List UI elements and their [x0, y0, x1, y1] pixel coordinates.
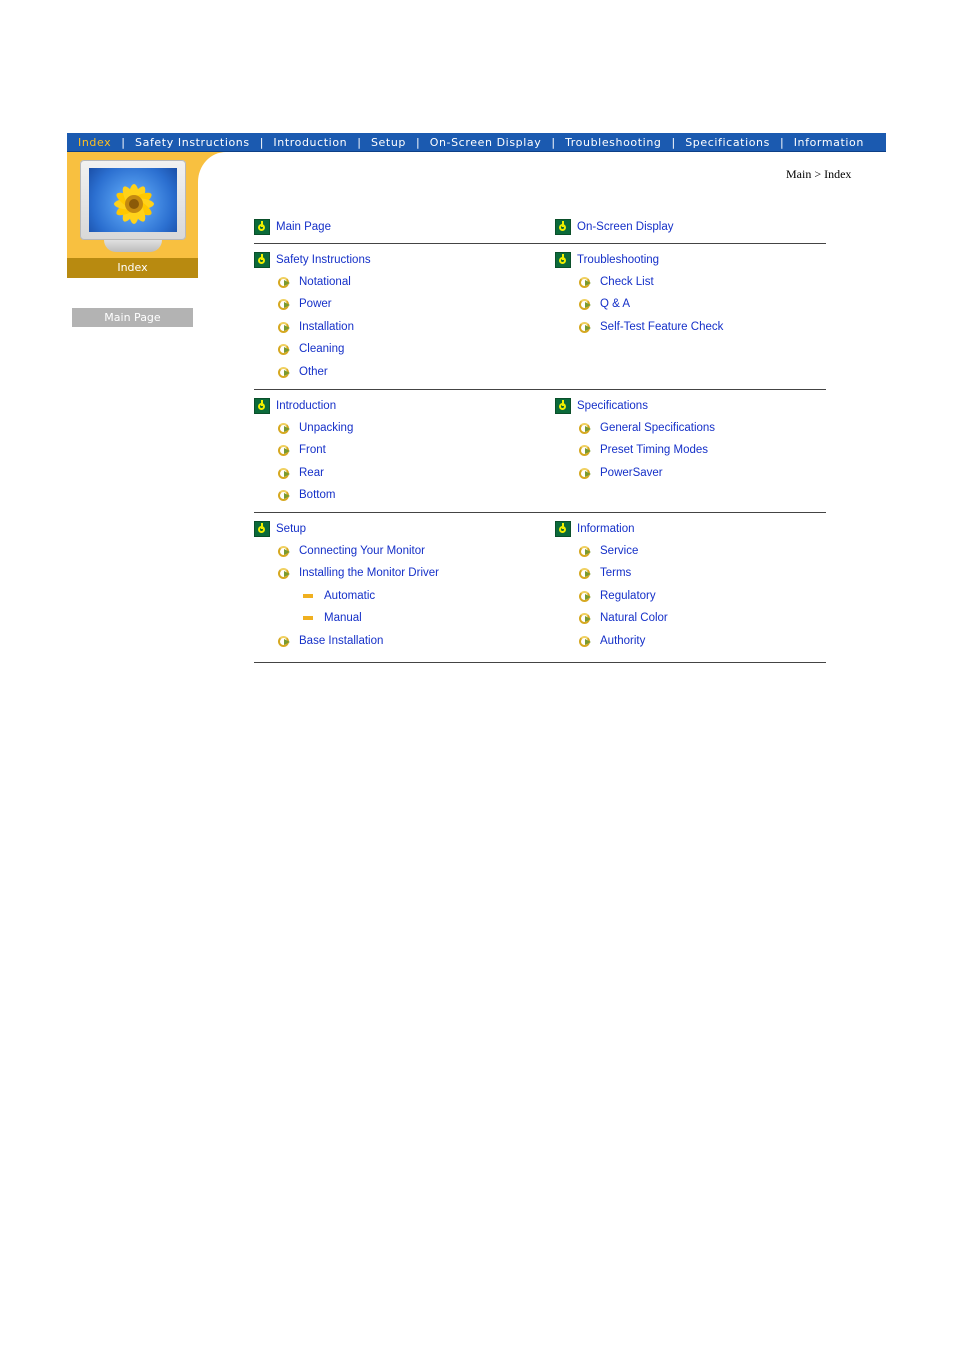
link-label: Installing the Monitor Driver: [299, 567, 439, 579]
link-information[interactable]: [555, 521, 635, 537]
link-label: On-Screen Display: [577, 221, 674, 233]
breadcrumb: Main > Index: [786, 167, 852, 181]
divider: [254, 389, 826, 390]
link-check-list[interactable]: [578, 275, 654, 289]
arrow-circle-icon: [277, 634, 291, 648]
arrow-circle-icon: [277, 365, 291, 379]
link-cleaning[interactable]: [277, 342, 344, 356]
monitor-stand: [104, 240, 162, 252]
link-label: General Specifications: [600, 422, 716, 434]
link-label: Regulatory: [600, 590, 656, 602]
link-label: Troubleshooting: [577, 254, 660, 266]
nav-separator: |: [671, 135, 676, 149]
arrow-circle-icon: [277, 297, 291, 311]
link-label: Connecting Your Monitor: [299, 545, 425, 557]
link-label: Bottom: [299, 489, 336, 501]
nav-specifications[interactable]: Specifications: [685, 135, 770, 149]
arrow-circle-icon: [277, 544, 291, 558]
link-power[interactable]: [277, 297, 332, 311]
nav-separator: |: [551, 135, 556, 149]
arrow-circle-icon: [578, 611, 592, 625]
arrow-circle-icon: [578, 466, 592, 480]
nav-separator: |: [121, 135, 126, 149]
arrow-circle-icon: [277, 320, 291, 334]
link-authority[interactable]: [578, 634, 645, 648]
nav-setup[interactable]: Setup: [370, 135, 406, 149]
link-regulatory[interactable]: [578, 589, 656, 603]
nav-information[interactable]: Information: [793, 135, 864, 149]
nav-troubleshooting[interactable]: Troubleshooting: [565, 135, 662, 149]
power-icon: [254, 398, 270, 414]
link-self-test[interactable]: [578, 320, 723, 334]
link-label: Front: [299, 444, 326, 456]
nav-introduction[interactable]: Introduction: [273, 135, 348, 149]
link-general-specifications[interactable]: [578, 421, 715, 435]
arrow-circle-icon: [277, 275, 291, 289]
nav-separator: |: [415, 135, 420, 149]
arrow-circle-icon: [578, 589, 592, 603]
link-setup[interactable]: [254, 521, 306, 537]
link-label: Q & A: [600, 298, 631, 310]
link-label: Cleaning: [299, 343, 345, 355]
power-icon: [555, 398, 571, 414]
link-introduction[interactable]: [254, 398, 336, 414]
link-base-installation[interactable]: [277, 634, 383, 648]
link-label: Terms: [600, 567, 632, 579]
dash-icon: [303, 616, 313, 620]
link-bottom[interactable]: [277, 488, 335, 502]
link-label: Safety Instructions: [276, 254, 371, 266]
nav-safety-instructions[interactable]: Safety Instructions: [135, 135, 250, 149]
link-label: Self-Test Feature Check: [600, 321, 724, 333]
link-label: Service: [600, 545, 639, 557]
link-label: Check List: [600, 276, 654, 288]
arrow-circle-icon: [578, 443, 592, 457]
power-icon: [254, 252, 270, 268]
link-front[interactable]: [277, 443, 326, 457]
link-label: Setup: [276, 523, 307, 535]
power-icon: [254, 219, 270, 235]
nav-separator: |: [259, 135, 264, 149]
link-natural-color[interactable]: [578, 611, 668, 625]
nav-separator: |: [357, 135, 361, 149]
link-label: Preset Timing Modes: [600, 444, 709, 456]
monitor-screen: [89, 168, 177, 232]
arrow-circle-icon: [578, 275, 592, 289]
link-label: Main Page: [276, 221, 331, 233]
link-automatic[interactable]: [301, 589, 375, 603]
dash-icon: [303, 594, 313, 598]
top-nav: [67, 133, 886, 152]
arrow-circle-icon: [277, 421, 291, 435]
arrow-circle-icon: [277, 466, 291, 480]
arrow-circle-icon: [578, 634, 592, 648]
divider: [254, 243, 826, 244]
power-icon: [555, 252, 571, 268]
link-preset-timing-modes[interactable]: [578, 443, 708, 457]
link-label: Specifications: [577, 400, 648, 412]
monitor-image: [80, 160, 186, 254]
link-other[interactable]: [277, 365, 328, 379]
monitor-bezel: [80, 160, 186, 240]
link-installing-monitor-driver[interactable]: [277, 566, 439, 580]
link-rear[interactable]: [277, 466, 324, 480]
link-label: Manual: [324, 612, 362, 624]
link-service[interactable]: [578, 544, 638, 558]
arrow-circle-icon: [277, 443, 291, 457]
nav-separator: |: [779, 135, 784, 149]
sunflower-icon: [89, 168, 177, 232]
arrow-circle-icon: [578, 421, 592, 435]
arrow-circle-icon: [578, 297, 592, 311]
link-label: Natural Color: [600, 612, 668, 624]
link-label: PowerSaver: [600, 467, 663, 479]
link-powersaver[interactable]: [578, 466, 663, 480]
link-safety-instructions[interactable]: [254, 252, 371, 268]
power-icon: [555, 219, 571, 235]
link-label: Power: [299, 298, 332, 310]
link-notational[interactable]: [277, 275, 351, 289]
link-label: Unpacking: [299, 422, 354, 434]
link-troubleshooting[interactable]: [555, 252, 659, 268]
link-label: Notational: [299, 276, 351, 288]
arrow-circle-icon: [277, 566, 291, 580]
link-unpacking[interactable]: [277, 421, 353, 435]
link-label: Other: [299, 366, 328, 378]
link-q-and-a[interactable]: [578, 297, 630, 311]
link-label: Automatic: [324, 590, 376, 602]
link-installation[interactable]: [277, 320, 354, 334]
arrow-circle-icon: [277, 342, 291, 356]
link-connecting-your-monitor[interactable]: [277, 544, 425, 558]
link-label: Installation: [299, 321, 354, 333]
link-main-page[interactable]: [254, 219, 331, 235]
sidebar-section-label: Index: [67, 258, 198, 278]
link-label: Rear: [299, 467, 324, 479]
link-label: Authority: [600, 635, 646, 647]
nav-index[interactable]: Index: [78, 135, 112, 149]
panel-corner: [198, 152, 226, 182]
link-label: Introduction: [276, 400, 337, 412]
link-specifications[interactable]: [555, 398, 648, 414]
divider: [254, 512, 826, 513]
link-on-screen-display[interactable]: [555, 219, 674, 235]
link-label: Base Installation: [299, 635, 384, 647]
arrow-circle-icon: [578, 566, 592, 580]
main-page-button[interactable]: Main Page: [72, 308, 193, 327]
power-icon: [254, 521, 270, 537]
arrow-circle-icon: [578, 320, 592, 334]
link-terms[interactable]: [578, 566, 631, 580]
arrow-circle-icon: [277, 488, 291, 502]
nav-on-screen-display[interactable]: On-Screen Display: [429, 135, 542, 149]
link-manual[interactable]: [301, 611, 362, 625]
arrow-circle-icon: [578, 544, 592, 558]
power-icon: [555, 521, 571, 537]
link-label: Information: [577, 523, 635, 535]
divider: [254, 662, 826, 663]
